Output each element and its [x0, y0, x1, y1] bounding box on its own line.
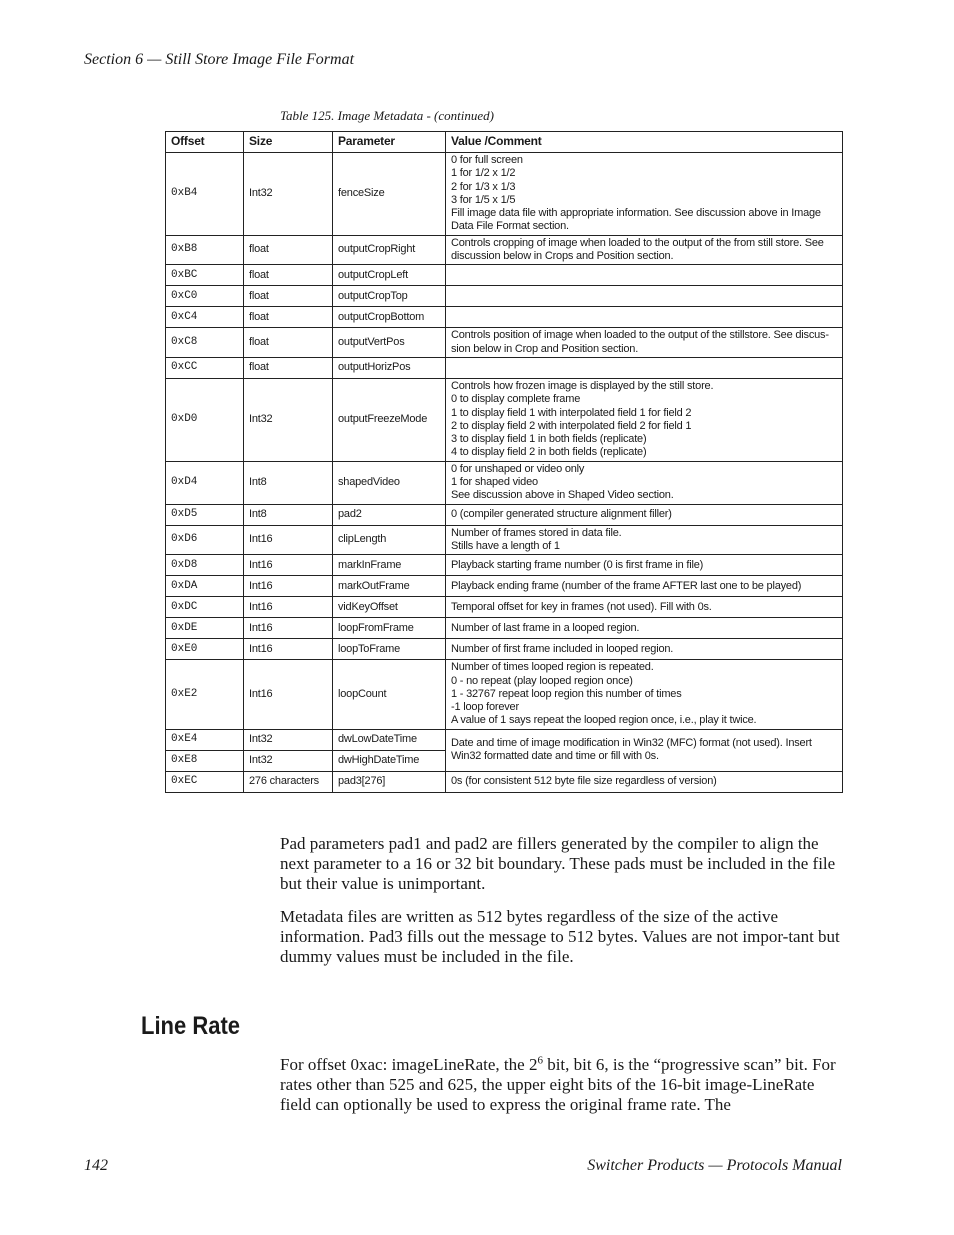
offset-cell: 0xC8 — [166, 328, 244, 358]
table-row — [166, 307, 843, 328]
table-row — [166, 504, 843, 525]
size-cell: Int16 — [244, 576, 333, 597]
comment-cell — [446, 357, 843, 378]
column-header-value-comment: Value /Comment — [446, 132, 843, 153]
offset-cell: 0xD4 — [166, 461, 244, 504]
parameter-cell: clipLength — [333, 525, 446, 555]
comment-cell: Playback ending frame (number of the frame AFTER last one to be played) — [446, 576, 843, 597]
parameter-cell: loopToFrame — [333, 639, 446, 660]
parameter-cell: pad3[276] — [333, 771, 446, 792]
size-cell: float — [244, 328, 333, 358]
line-rate-superscript: 6 — [537, 1054, 543, 1067]
offset-cell: 0xDC — [166, 597, 244, 618]
size-cell: Int32 — [244, 378, 333, 461]
paragraph-metadata-size: Metadata files are written as 512 bytes regardless of the size of the active information. Pad3 fills out the message to 512 bytes. Values are not impor-tant but dummy values must be included in the file. — [280, 907, 840, 966]
table-row — [166, 461, 843, 504]
offset-cell: 0xE0 — [166, 639, 244, 660]
offset-cell: 0xCC — [166, 357, 244, 378]
size-cell: Int16 — [244, 618, 333, 639]
offset-cell: 0xC4 — [166, 307, 244, 328]
comment-cell: Date and time of image modification in Win32 (MFC) format (not used). Insert Win32 formatted date and time or fill with 0s. — [446, 729, 843, 771]
table-row — [166, 639, 843, 660]
parameter-cell: loopFromFrame — [333, 618, 446, 639]
parameter-cell: markInFrame — [333, 555, 446, 576]
table-row — [166, 555, 843, 576]
offset-cell: 0xD8 — [166, 555, 244, 576]
comment-cell: 0 (compiler generated structure alignment filler) — [446, 504, 843, 525]
page-number: 142 — [84, 1157, 108, 1174]
parameter-cell: pad2 — [333, 504, 446, 525]
table-row — [166, 525, 843, 555]
parameter-cell: dwHighDateTime — [333, 750, 446, 771]
parameter-cell: vidKeyOffset — [333, 597, 446, 618]
size-cell: 276 characters — [244, 771, 333, 792]
offset-cell: 0xBC — [166, 265, 244, 286]
offset-cell: 0xDE — [166, 618, 244, 639]
size-cell: Int32 — [244, 750, 333, 771]
size-cell: Int16 — [244, 525, 333, 555]
parameter-cell: markOutFrame — [333, 576, 446, 597]
footer-title: Switcher Products — Protocols Manual — [587, 1157, 842, 1174]
table-row — [166, 576, 843, 597]
offset-cell: 0xE4 — [166, 729, 244, 750]
comment-cell: 0s (for consistent 512 byte file size regardless of version) — [446, 771, 843, 792]
comment-cell: Number of first frame included in looped region. — [446, 639, 843, 660]
line-rate-text-b: bit, bit 6, is the “progressive scan” bit. For rates other than 525 and 625, the upper eight bits of the 16-bit image-LineRate field can optionally be used to express the original frame rate. The — [280, 1055, 836, 1114]
offset-cell: 0xEC — [166, 771, 244, 792]
page-header: Section 6 — Still Store Image File Format — [84, 51, 355, 68]
offset-cell: 0xD6 — [166, 525, 244, 555]
comment-cell: Controls cropping of image when loaded to the output of the from still store. See discussion below in Crops and Position section. — [446, 235, 843, 265]
table-caption: Table 125. Image Metadata - (continued) — [280, 108, 494, 123]
paragraph-pad-parameters: Pad parameters pad1 and pad2 are fillers generated by the compiler to align the next parameter to a 16 or 32 bit boundary. These pads must be included in the file but their value is unimportant. — [280, 834, 836, 893]
table-body — [166, 153, 843, 793]
comment-cell — [446, 265, 843, 286]
table-row — [166, 265, 843, 286]
size-cell: float — [244, 265, 333, 286]
table-row — [166, 235, 843, 265]
parameter-cell: fenceSize — [333, 153, 446, 236]
size-cell: Int32 — [244, 153, 333, 236]
offset-cell: 0xDA — [166, 576, 244, 597]
size-cell: Int16 — [244, 555, 333, 576]
parameter-cell: loopCount — [333, 660, 446, 729]
size-cell: Int8 — [244, 461, 333, 504]
size-cell: Int32 — [244, 729, 333, 750]
comment-cell: Controls how frozen image is displayed by the still store. 0 to display complete frame 1 to display field 1 with interpolated field 1 for field 2 2 to display field 2 with interpolated field 2 for field 1 3 to display field 1 in both fields (replicate) 4 to display field 2 in both fields (replicate) — [446, 378, 843, 461]
size-cell: Int16 — [244, 660, 333, 729]
table-row — [166, 357, 843, 378]
table-row — [166, 729, 843, 750]
column-header-size: Size — [244, 132, 333, 153]
size-cell: Int16 — [244, 639, 333, 660]
offset-cell: 0xB4 — [166, 153, 244, 236]
size-cell: float — [244, 357, 333, 378]
table-row — [166, 660, 843, 729]
offset-cell: 0xD5 — [166, 504, 244, 525]
size-cell: float — [244, 235, 333, 265]
table-row — [166, 286, 843, 307]
comment-cell: Controls position of image when loaded to the output of the stillstore. See discus- sion below in Crop and Position section. — [446, 328, 843, 358]
parameter-cell: outputCropLeft — [333, 265, 446, 286]
comment-cell — [446, 307, 843, 328]
offset-cell: 0xB8 — [166, 235, 244, 265]
table-row — [166, 618, 843, 639]
table-row — [166, 771, 843, 792]
parameter-cell: outputHorizPos — [333, 357, 446, 378]
parameter-cell: shapedVideo — [333, 461, 446, 504]
comment-cell: Temporal offset for key in frames (not used). Fill with 0s. — [446, 597, 843, 618]
comment-cell: Number of times looped region is repeated. 0 - no repeat (play looped region once) 1 - 32767 repeat loop region this number of times -1 loop forever A value of 1 says repeat the looped region once, i.e., play it twice. — [446, 660, 843, 729]
size-cell: Int16 — [244, 597, 333, 618]
table-row — [166, 153, 843, 236]
metadata-table — [165, 131, 843, 793]
comment-cell: Playback starting frame number (0 is first frame in file) — [446, 555, 843, 576]
comment-cell: 0 for unshaped or video only 1 for shaped video See discussion above in Shaped Video section. — [446, 461, 843, 504]
offset-cell: 0xE2 — [166, 660, 244, 729]
offset-cell: 0xE8 — [166, 750, 244, 771]
comment-cell: 0 for full screen 1 for 1/2 x 1/2 2 for 1/3 x 1/3 3 for 1/5 x 1/5 Fill image data file with appropriate information. See discussion above in Image Data File Format section. — [446, 153, 843, 236]
parameter-cell: outputCropBottom — [333, 307, 446, 328]
line-rate-text-a: For offset 0xac: imageLineRate, the 2 — [280, 1055, 538, 1074]
column-header-parameter: Parameter — [333, 132, 446, 153]
paragraph-line-rate — [280, 1055, 842, 1115]
comment-cell — [446, 286, 843, 307]
table-row — [166, 597, 843, 618]
table-header-row — [166, 132, 843, 153]
parameter-cell: outputFreezeMode — [333, 378, 446, 461]
parameter-cell: outputCropRight — [333, 235, 446, 265]
comment-cell: Number of last frame in a looped region. — [446, 618, 843, 639]
table-row — [166, 378, 843, 461]
comment-cell: Number of frames stored in data file. Stills have a length of 1 — [446, 525, 843, 555]
column-header-offset: Offset — [166, 132, 244, 153]
parameter-cell: outputCropTop — [333, 286, 446, 307]
size-cell: Int8 — [244, 504, 333, 525]
size-cell: float — [244, 307, 333, 328]
offset-cell: 0xD0 — [166, 378, 244, 461]
parameter-cell: outputVertPos — [333, 328, 446, 358]
size-cell: float — [244, 286, 333, 307]
parameter-cell: dwLowDateTime — [333, 729, 446, 750]
section-heading: Line Rate — [141, 1012, 241, 1040]
offset-cell: 0xC0 — [166, 286, 244, 307]
table-row — [166, 328, 843, 358]
